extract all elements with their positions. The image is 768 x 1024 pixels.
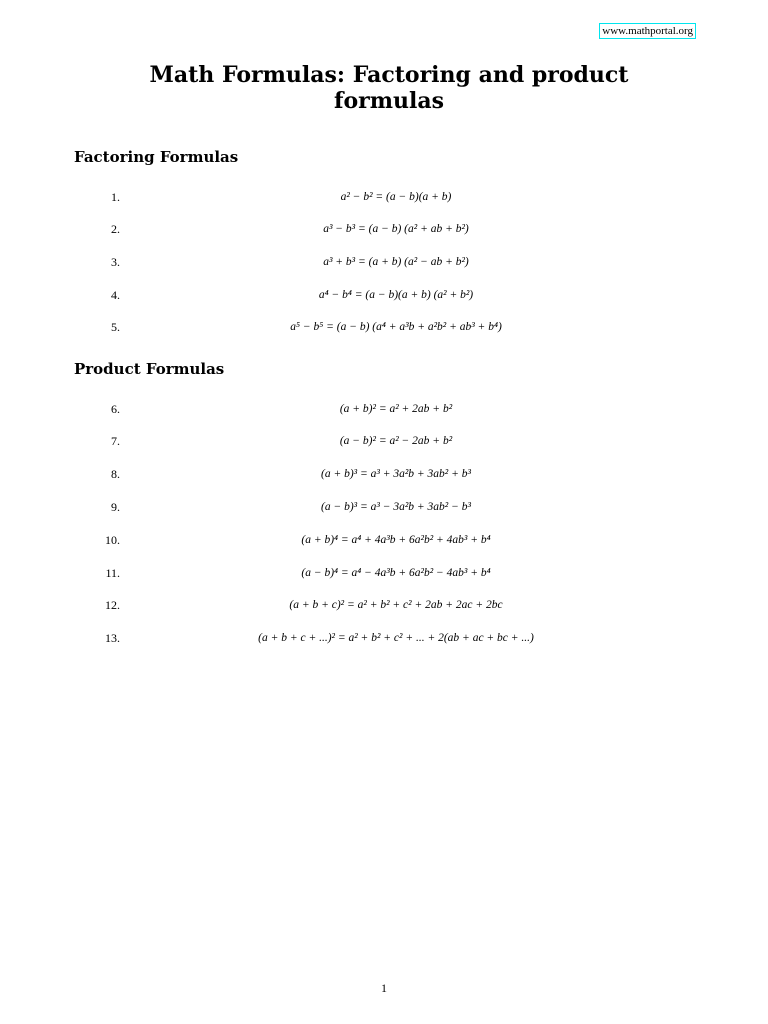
- formula-expression: (a + b)⁴ = a⁴ + 4a³b + 6a²b² + 4ab³ + b⁴: [301, 534, 491, 546]
- formula-row: [0, 252, 768, 272]
- formula-number: 1.: [111, 190, 120, 204]
- formula-row: [0, 285, 768, 305]
- formula-number: 10.: [105, 533, 120, 547]
- formula-expression: (a + b)³ = a³ + 3a²b + 3ab² + b³: [321, 468, 471, 480]
- section-heading-product: Product Formulas: [74, 360, 225, 378]
- formula-expression: (a + b + c)² = a² + b² + c² + 2ab + 2ac + 2bc: [289, 599, 503, 611]
- formula-number: 6.: [111, 402, 120, 416]
- page-title: Math Formulas: Factoring and product formulas: [149, 62, 629, 114]
- formula-row: [0, 530, 768, 550]
- page-number: 1: [381, 981, 387, 995]
- formula-number: 4.: [111, 288, 120, 302]
- formula-number: 5.: [111, 320, 120, 334]
- formula-row: [0, 464, 768, 484]
- formula-expression: (a − b)⁴ = a⁴ − 4a³b + 6a²b² − 4ab³ + b⁴: [301, 567, 491, 579]
- formula-number: 3.: [111, 255, 120, 269]
- formula-row: [0, 563, 768, 583]
- formula-row: [0, 431, 768, 451]
- section-heading-factoring: Factoring Formulas: [74, 148, 239, 166]
- formula-number: 9.: [111, 500, 120, 514]
- formula-row: [0, 399, 768, 419]
- formula-expression: a³ − b³ = (a − b) (a² + ab + b²): [323, 223, 469, 235]
- formula-expression: (a − b)² = a² − 2ab + b²: [339, 435, 453, 447]
- formula-expression: (a − b)³ = a³ − 3a²b + 3ab² − b³: [321, 501, 471, 513]
- formula-row: [0, 497, 768, 517]
- formula-row: [0, 317, 768, 337]
- formula-row: [0, 628, 768, 648]
- site-link[interactable]: www.mathportal.org: [599, 23, 696, 39]
- formula-expression: a⁵ − b⁵ = (a − b) (a⁴ + a³b + a²b² + ab³ + b⁴): [290, 321, 502, 333]
- formula-number: 7.: [111, 434, 120, 448]
- formula-number: 2.: [111, 222, 120, 236]
- formula-number: 8.: [111, 467, 120, 481]
- formula-number: 13.: [105, 631, 120, 645]
- formula-expression: a² − b² = (a − b)(a + b): [340, 191, 452, 203]
- formula-row: [0, 595, 768, 615]
- formula-expression: a³ + b³ = (a + b) (a² − ab + b²): [323, 256, 469, 268]
- formula-expression: a⁴ − b⁴ = (a − b)(a + b) (a² + b²): [318, 289, 474, 301]
- formula-expression: (a + b)² = a² + 2ab + b²: [339, 403, 453, 415]
- formula-number: 12.: [105, 598, 120, 612]
- formula-number: 11.: [105, 566, 120, 580]
- formula-expression: (a + b + c + ...)² = a² + b² + c² + ... + 2(ab + ac + bc + ...): [258, 632, 534, 644]
- formula-row: [0, 219, 768, 239]
- formula-row: [0, 187, 768, 207]
